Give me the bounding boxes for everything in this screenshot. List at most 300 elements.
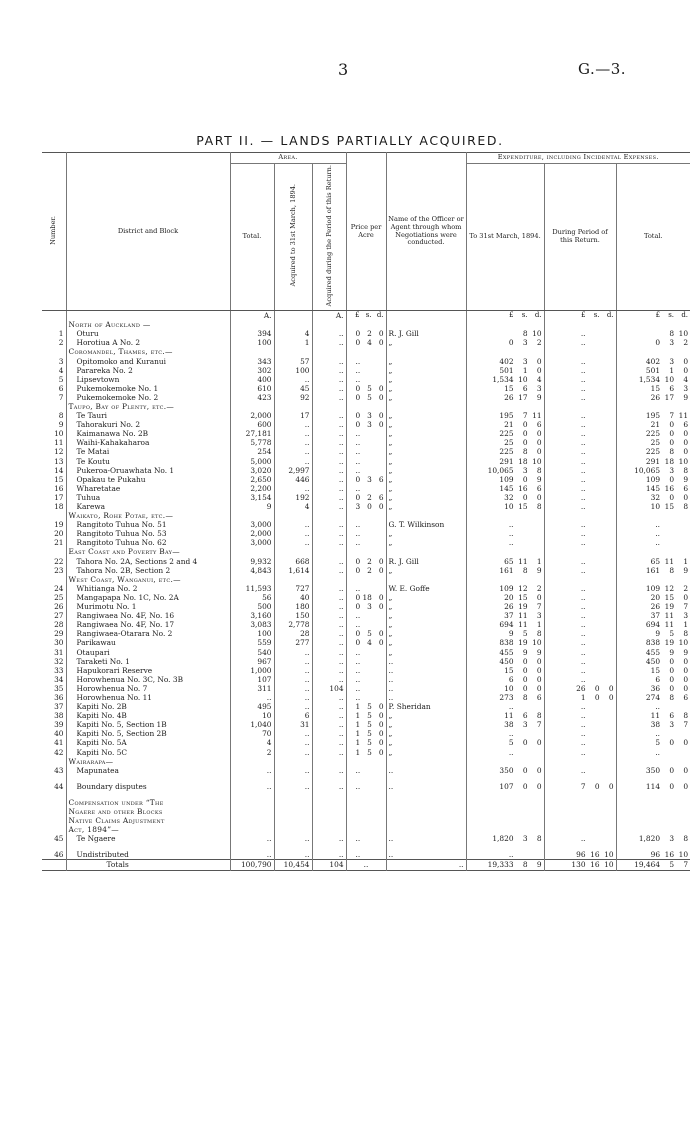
exp-total: 36 0 0	[616, 684, 690, 693]
table-row	[42, 748, 690, 757]
acquired-1894-header: Acquired to 31st March, 1894.	[274, 163, 312, 310]
price-per-acre: ..	[346, 834, 386, 843]
row-number: 15	[54, 474, 64, 484]
acquired-1894: ..	[274, 738, 312, 747]
row-number: 26	[54, 602, 64, 612]
section-heading: West Coast, Wanganui, etc.—	[66, 575, 230, 584]
exp-to-1894: 273 8 6	[466, 693, 544, 702]
district-header: District and Block	[66, 153, 230, 311]
price-per-acre: 0 5 0	[346, 393, 386, 402]
acquired-during: ..	[312, 457, 346, 466]
price-per-acre: ..	[346, 484, 386, 493]
acquired-during: ..	[312, 420, 346, 429]
exp-to-1894: 26 19 7	[466, 602, 544, 611]
section-heading: Compensation under “The	[66, 798, 230, 807]
acquired-1894: 6	[274, 711, 312, 720]
exp-total: ..	[616, 729, 690, 738]
totals-row: Totals 100,790 10,454 104 .. .. 19,333 8 9 130 16 10 19,464 5 7	[42, 860, 690, 870]
row-number: 19	[54, 520, 64, 530]
row-number: 10	[54, 429, 64, 439]
acquired-1894: 57	[274, 357, 312, 366]
officer-name: ..	[386, 782, 466, 791]
officer-name: „	[386, 366, 466, 375]
table-row	[42, 850, 690, 860]
row-number: 25	[54, 592, 64, 602]
acquired-1894: 17	[274, 411, 312, 420]
acquired-1894: 4	[274, 502, 312, 511]
district-block: Kapiti No. 5, Section 2B	[66, 729, 230, 738]
area-total: 343	[230, 357, 274, 366]
acquired-1894: 31	[274, 720, 312, 729]
price-per-acre: ..	[346, 538, 386, 547]
exp-total: 65 11 1	[616, 557, 690, 566]
row-number: 14	[54, 465, 64, 475]
exp-during: ..	[544, 429, 616, 438]
exp-during: ..	[544, 584, 616, 593]
acquired-1894: 727	[274, 584, 312, 593]
row-number: 3	[58, 356, 64, 366]
price-per-acre: 0 3 6	[346, 475, 386, 484]
exp-during: ..	[544, 720, 616, 729]
exp-to-1894: 10 0 0	[466, 684, 544, 693]
exp-to-1894: 109 12 2	[466, 584, 544, 593]
area-total: ..	[230, 850, 274, 860]
officer-name: „	[386, 629, 466, 638]
district-block: Karewa	[66, 502, 230, 511]
acquired-1894: 277	[274, 638, 312, 647]
price-per-acre: ..	[346, 766, 386, 775]
officer-name: „	[386, 711, 466, 720]
exp-during-header: During Period of this Return.	[544, 163, 616, 310]
exp-to-1894: 225 0 0	[466, 429, 544, 438]
exp-total: ..	[616, 520, 690, 529]
acquired-1894: ..	[274, 429, 312, 438]
exp-to-1894: 350 0 0	[466, 766, 544, 775]
price-per-acre: ..	[346, 357, 386, 366]
acquired-1894: 180	[274, 602, 312, 611]
page-number: 3	[338, 60, 349, 79]
officer-name: „	[386, 475, 466, 484]
exp-during: ..	[544, 834, 616, 843]
exp-during: ..	[544, 566, 616, 575]
exp-during: ..	[544, 648, 616, 657]
unit-exp-1894: £ s. d.	[466, 311, 544, 321]
row-number: 8	[58, 411, 64, 421]
row-number: 17	[54, 492, 64, 502]
exp-total: 109 0 9	[616, 475, 690, 484]
area-total: ..	[230, 766, 274, 775]
page-title: PART II. — LANDS PARTIALLY ACQUIRED.	[196, 133, 504, 148]
district-block: Kapiti No. 2B	[66, 702, 230, 711]
acquired-1894: 28	[274, 629, 312, 638]
lands-table	[42, 152, 690, 871]
acquired-during: ..	[312, 693, 346, 702]
exp-during: ..	[544, 748, 616, 757]
table-row	[42, 520, 690, 529]
section-heading-row	[42, 347, 690, 356]
area-total: 495	[230, 702, 274, 711]
document-reference: G.—3.	[578, 60, 627, 78]
table-row	[42, 329, 690, 338]
acquired-during: ..	[312, 766, 346, 775]
table-row	[42, 584, 690, 593]
table-row	[42, 493, 690, 502]
acquired-during: ..	[312, 720, 346, 729]
area-total: 9,932	[230, 557, 274, 566]
exp-during: ..	[544, 675, 616, 684]
exp-total: 694 11 1	[616, 620, 690, 629]
officer-name: „	[386, 411, 466, 420]
price-per-acre: 1 5 0	[346, 748, 386, 757]
acquired-during: ..	[312, 538, 346, 547]
exp-total: 1,534 10 4	[616, 375, 690, 384]
exp-to-1894: 838 19 10	[466, 638, 544, 647]
exp-to-1894: 20 15 0	[466, 593, 544, 602]
section-heading-row	[42, 757, 690, 766]
officer-name: „	[386, 502, 466, 511]
row-number: 42	[54, 747, 64, 757]
exp-during: ..	[544, 338, 616, 347]
section-heading-row	[42, 798, 690, 807]
section-heading: Native Claims Adjustment	[66, 816, 230, 825]
acquired-during: ..	[312, 447, 346, 456]
table-row	[42, 666, 690, 675]
price-per-acre: 0 2 0	[346, 329, 386, 338]
acquired-1894: 150	[274, 611, 312, 620]
exp-total: 195 7 11	[616, 411, 690, 420]
acquired-1894: ..	[274, 693, 312, 702]
area-total: 254	[230, 447, 274, 456]
exp-to-1894: 10,065 3 8	[466, 466, 544, 475]
area-total: 1,000	[230, 666, 274, 675]
area-total: 423	[230, 393, 274, 402]
officer-name: „	[386, 748, 466, 757]
table-row	[42, 366, 690, 375]
table-row	[42, 782, 690, 791]
exp-total: 25 0 0	[616, 438, 690, 447]
exp-to-1894: 109 0 9	[466, 475, 544, 484]
exp-during: ..	[544, 438, 616, 447]
exp-during: ..	[544, 447, 616, 456]
table-row	[42, 457, 690, 466]
exp-during: ..	[544, 629, 616, 638]
table-row	[42, 629, 690, 638]
exp-total: 26 19 7	[616, 602, 690, 611]
section-heading: Waikato, Rohe Potae, etc.—	[66, 511, 230, 520]
exp-total: 225 8 0	[616, 447, 690, 456]
price-per-acre: ..	[346, 675, 386, 684]
acquired-1894: 1,614	[274, 566, 312, 575]
table-row	[42, 466, 690, 475]
table-row	[42, 484, 690, 493]
officer-name: „	[386, 420, 466, 429]
district-block: Mangapapa No. 1C, No. 2A	[66, 593, 230, 602]
table-row	[42, 702, 690, 711]
acquired-during: ..	[312, 711, 346, 720]
exp-to-1894: ..	[466, 520, 544, 529]
unit-acres: A.	[312, 311, 346, 321]
section-heading-row	[42, 511, 690, 520]
exp-total: 402 3 0	[616, 357, 690, 366]
district-block: Parikawau	[66, 638, 230, 647]
table-row	[42, 593, 690, 602]
table-row	[42, 834, 690, 843]
table-row	[42, 684, 690, 693]
exp-during: ..	[544, 766, 616, 775]
exp-during: ..	[544, 502, 616, 511]
price-per-acre: ..	[346, 529, 386, 538]
acquired-1894: ..	[274, 675, 312, 684]
row-number: 18	[54, 502, 64, 511]
acquired-1894: 2,997	[274, 466, 312, 475]
exp-to-1894: ..	[466, 729, 544, 738]
row-number: 27	[54, 611, 64, 621]
exp-total: 15 0 0	[616, 666, 690, 675]
acquired-during: ..	[312, 620, 346, 629]
area-total: 3,160	[230, 611, 274, 620]
section-heading: East Coast and Poverty Bay—	[66, 547, 230, 556]
table-row	[42, 438, 690, 447]
acquired-1894: ..	[274, 538, 312, 547]
officer-name: ..	[386, 675, 466, 684]
section-heading: Wairarapa—	[66, 757, 230, 766]
exp-to-1894: 455 9 9	[466, 648, 544, 657]
officer-name: ..	[386, 684, 466, 693]
table-row	[42, 475, 690, 484]
district-block: Undistributed	[66, 850, 230, 860]
acquired-1894: 45	[274, 384, 312, 393]
acquired-during: ..	[312, 834, 346, 843]
row-number: 21	[54, 538, 64, 548]
district-block: Parareka No. 2	[66, 366, 230, 375]
exp-to-1894: 15 6 3	[466, 384, 544, 393]
table-row	[42, 620, 690, 629]
expenditure-header: Expenditure, including Incidental Expenses.	[466, 153, 690, 164]
price-per-acre: ..	[346, 366, 386, 375]
acquired-1894: ..	[274, 782, 312, 791]
district-block: Kapiti No. 5C	[66, 748, 230, 757]
exp-during: ..	[544, 520, 616, 529]
price-per-acre: ..	[346, 429, 386, 438]
table-row	[42, 738, 690, 747]
exp-during: ..	[544, 357, 616, 366]
exp-total: 1,820 3 8	[616, 834, 690, 843]
spacer-row	[42, 775, 690, 782]
table-row	[42, 602, 690, 611]
area-total: 3,154	[230, 493, 274, 502]
exp-total: 10,065 3 8	[616, 466, 690, 475]
exp-to-1894: 501 1 0	[466, 366, 544, 375]
officer-name: „	[386, 638, 466, 647]
unit-exp-total: £ s. d.	[616, 311, 690, 321]
exp-to-1894: 26 17 9	[466, 393, 544, 402]
exp-total: 450 0 0	[616, 657, 690, 666]
area-total: 1,040	[230, 720, 274, 729]
row-number: 40	[54, 729, 64, 739]
acquired-1894: ..	[274, 657, 312, 666]
price-per-acre: ..	[346, 648, 386, 657]
spacer-row	[42, 791, 690, 798]
district-block: Wharetatae	[66, 484, 230, 493]
section-heading: Ngaere and other Blocks	[66, 807, 230, 816]
area-total: 540	[230, 648, 274, 657]
area-total: 311	[230, 684, 274, 693]
spacer-row	[42, 843, 690, 850]
area-total: 100	[230, 629, 274, 638]
table-row	[42, 393, 690, 402]
area-total: 56	[230, 593, 274, 602]
officer-name: „	[386, 438, 466, 447]
acquired-during: ..	[312, 648, 346, 657]
acquired-during: ..	[312, 384, 346, 393]
area-total-header: Total.	[230, 163, 274, 310]
exp-to-1894: 107 0 0	[466, 782, 544, 791]
acquired-1894: ..	[274, 447, 312, 456]
exp-during: ..	[544, 529, 616, 538]
acquired-1894: ..	[274, 766, 312, 775]
section-heading-row	[42, 402, 690, 411]
price-per-acre: 0 5 0	[346, 384, 386, 393]
district-block: Te Tauri	[66, 411, 230, 420]
price-per-acre: ..	[346, 657, 386, 666]
unit-price: £ s. d.	[346, 311, 386, 321]
table-row	[42, 411, 690, 420]
exp-total: 11 6 8	[616, 711, 690, 720]
exp-to-1894: ..	[466, 538, 544, 547]
exp-to-1894: 9 5 8	[466, 629, 544, 638]
row-number: 11	[54, 438, 64, 448]
price-per-acre: ..	[346, 666, 386, 675]
area-total: 967	[230, 657, 274, 666]
area-total: 27,181	[230, 429, 274, 438]
price-per-acre: 1 5 0	[346, 738, 386, 747]
district-block: Rangitoto Tuhua No. 62	[66, 538, 230, 547]
acquired-during: ..	[312, 584, 346, 593]
price-per-acre: 0 3 0	[346, 420, 386, 429]
exp-to-1894: 15 0 0	[466, 666, 544, 675]
acquired-1894: ..	[274, 850, 312, 860]
acquired-1894: ..	[274, 666, 312, 675]
area-total: 302	[230, 366, 274, 375]
area-total: 3,000	[230, 538, 274, 547]
exp-during: 7 0 0	[544, 782, 616, 791]
table-row	[42, 766, 690, 775]
table-row	[42, 357, 690, 366]
district-block: Horowhenua No. 3C, No. 3B	[66, 675, 230, 684]
exp-to-1894: 195 7 11	[466, 411, 544, 420]
table-row	[42, 657, 690, 666]
row-number: 20	[54, 529, 64, 539]
table-row	[42, 693, 690, 702]
district-block: Rangiwaea No. 4F, No. 16	[66, 611, 230, 620]
price-per-acre: ..	[346, 850, 386, 860]
officer-name: „	[386, 529, 466, 538]
row-number: 4	[58, 365, 64, 375]
area-total: 610	[230, 384, 274, 393]
row-number: 9	[58, 420, 64, 430]
row-number: 22	[54, 556, 64, 566]
row-number: 44	[54, 781, 64, 791]
district-block: Pukemokemoke No. 2	[66, 393, 230, 402]
row-number: 7	[58, 392, 64, 402]
officer-name: ..	[386, 766, 466, 775]
exp-total: ..	[616, 748, 690, 757]
officer-name: W. E. Goffe	[386, 584, 466, 593]
row-number: 37	[54, 702, 64, 712]
exp-during: ..	[544, 557, 616, 566]
officer-name: „	[386, 357, 466, 366]
exp-during: ..	[544, 420, 616, 429]
exp-during: ..	[544, 393, 616, 402]
district-block: Opakau te Pukahu	[66, 475, 230, 484]
exp-to-1894: 694 11 1	[466, 620, 544, 629]
row-number: 6	[58, 383, 64, 393]
acquired-during: ..	[312, 366, 346, 375]
officer-name: „	[386, 611, 466, 620]
acquired-during: ..	[312, 484, 346, 493]
table-row	[42, 384, 690, 393]
exp-to-1894: 0 3 2	[466, 338, 544, 347]
area-total: ..	[230, 782, 274, 791]
area-total: 3,020	[230, 466, 274, 475]
acquired-during: ..	[312, 675, 346, 684]
acquired-during: ..	[312, 475, 346, 484]
district-block: Te Matai	[66, 447, 230, 456]
price-per-acre: ..	[346, 520, 386, 529]
exp-during: ..	[544, 666, 616, 675]
district-block: Tahora No. 2A, Sections 2 and 4	[66, 557, 230, 566]
district-block: Kapiti No. 5A	[66, 738, 230, 747]
section-heading-row	[42, 807, 690, 816]
area-total: 2,200	[230, 484, 274, 493]
area-total: 600	[230, 420, 274, 429]
acquired-during: ..	[312, 338, 346, 347]
area-total: 400	[230, 375, 274, 384]
area-total: 10	[230, 711, 274, 720]
officer-name: „	[386, 384, 466, 393]
district-block: Rangiwaea-Otarara No. 2	[66, 629, 230, 638]
row-number: 12	[54, 447, 64, 457]
section-heading: Taupo, Bay of Plenty, etc.—	[66, 402, 230, 411]
price-per-acre: ..	[346, 375, 386, 384]
exp-total: 8 10	[616, 329, 690, 338]
exp-to-1894: 1,534 10 4	[466, 375, 544, 384]
price-per-acre: ..	[346, 584, 386, 593]
acquired-during: ..	[312, 782, 346, 791]
acquired-during: ..	[312, 329, 346, 338]
acquired-1894: ..	[274, 484, 312, 493]
acquired-1894: ..	[274, 684, 312, 693]
exp-to-1894: 1,820 3 8	[466, 834, 544, 843]
officer-name: „	[386, 447, 466, 456]
area-total: 107	[230, 675, 274, 684]
table-row	[42, 566, 690, 575]
exp-total: 274 8 6	[616, 693, 690, 702]
exp-during: ..	[544, 493, 616, 502]
row-number: 24	[54, 583, 64, 593]
acquired-1894: ..	[274, 420, 312, 429]
row-number: 1	[58, 329, 64, 339]
officer-name: „	[386, 484, 466, 493]
exp-during: ..	[544, 611, 616, 620]
exp-total: ..	[616, 702, 690, 711]
exp-to-1894: ..	[466, 748, 544, 757]
unit-exp-during: £ s. d.	[544, 311, 616, 321]
acquired-during: ..	[312, 357, 346, 366]
price-per-acre: ..	[346, 684, 386, 693]
exp-during: ..	[544, 366, 616, 375]
row-number: 13	[54, 456, 64, 466]
